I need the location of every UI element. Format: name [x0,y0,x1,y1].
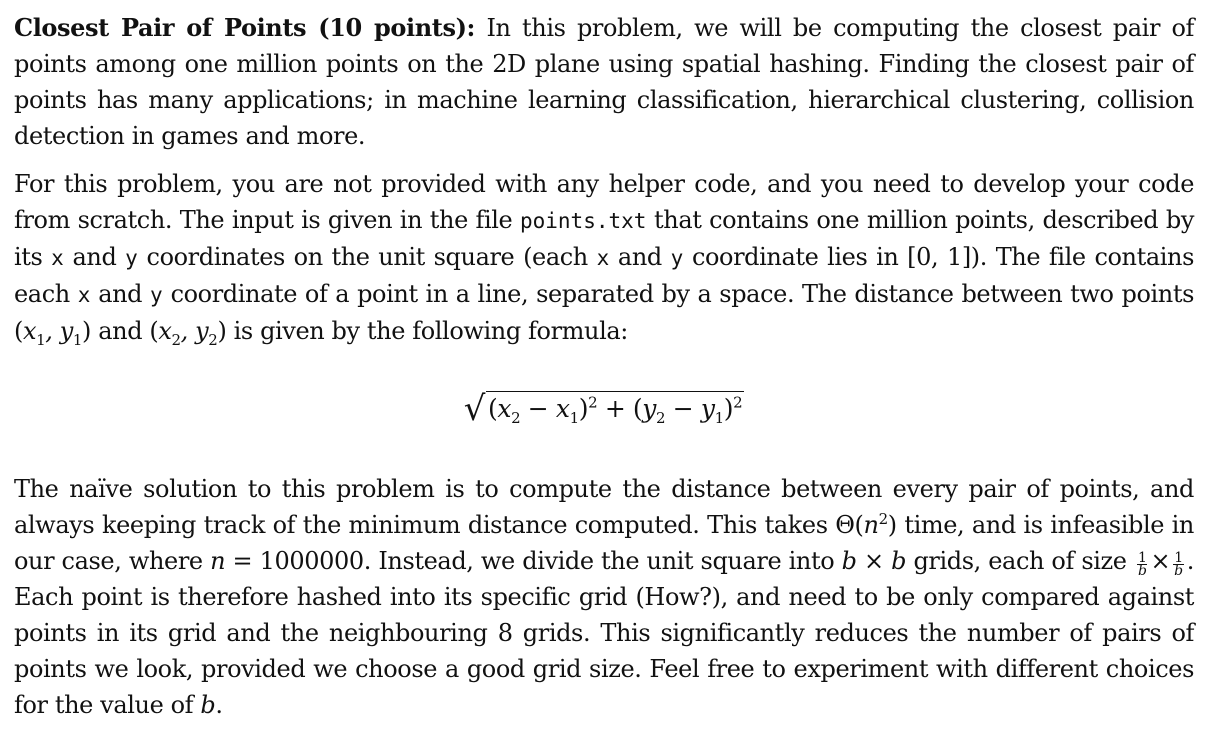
code-y: y [670,246,684,270]
intro-text: In this problem, we will be computing the closest pair of points among one million points on the 2D plane using spatial hashing. Finding the closest pair of points has many applications; in machine learning classification, hierarchical clustering, collision detection in games and more. [14,14,1194,150]
sqrt-expression [463,388,744,429]
code-y: y [125,246,138,270]
n-equals-math: n = 1000000 [210,547,364,575]
text-run: For this problem, you are not provided with any helper code, and you need to develop your code from scratch. The input is given in the file [14,170,1194,234]
text-run: and [91,317,150,345]
distance-formula [14,349,1194,471]
text-run: . Each point is therefore hashed into its specific grid (How?), and need to be only compared against points in its grid and the neighbouring 8 grids. This significantly reduces the number of pairs of points we look, provided we choose a good grid size. Feel free to experiment with different choices for the value of [14,547,1194,719]
text-run: and [63,243,126,271]
text-run: coordinates on the unit square (each [137,243,597,271]
bxb-math: b × b [841,547,907,575]
filename-code: points.txt [519,209,647,233]
grid-size-math: $\frac{1}{b}$ × $\frac{1}{b}$ [1137,547,1183,579]
point-1-math: ($x_1$, $y_1$) [14,317,92,349]
paragraph-approach [14,471,1194,723]
radicand: $(x_2 - x_1)^2 + (y_2 - y_1)^2$ [486,391,744,426]
code-x: x [596,246,610,270]
problem-heading: Closest Pair of Points (10 points): [14,13,475,42]
text-run: grids, each of size [906,547,1134,575]
code-x: x [77,283,91,307]
theta-math: $\Theta(n^2)$ [835,510,897,539]
text-run: and [90,280,151,308]
radical-sign: √ [463,388,486,429]
text-run: coordinate lies in [683,243,908,271]
text-run: . [215,691,223,719]
interval-math: [0, 1] [907,243,971,271]
text-run: that contains one million points, described by its [14,206,1195,271]
text-run: . Instead, we divide the unit square into [363,547,842,575]
text-run: The naïve solution to this problem is to compute the distance between every pair of points, and always keeping track of the minimum distance computed. This takes [14,475,1194,539]
text-run: time, and is infeasible in our case, where [14,511,1194,575]
code-x: x [51,246,64,270]
code-y: y [150,283,163,307]
text-run: ). The file contains each [14,243,1194,308]
point-2-math: ($x_2$, $y_2$) [149,317,227,349]
text-run: is given by the following formula: [226,317,628,345]
paragraph-input [14,166,1194,349]
paragraph-intro [14,10,1194,154]
text-run: coordinate of a point in a line, separated by a space. The distance between two points [162,280,1194,308]
b-math: b [200,691,216,719]
text-run: and [609,243,671,271]
